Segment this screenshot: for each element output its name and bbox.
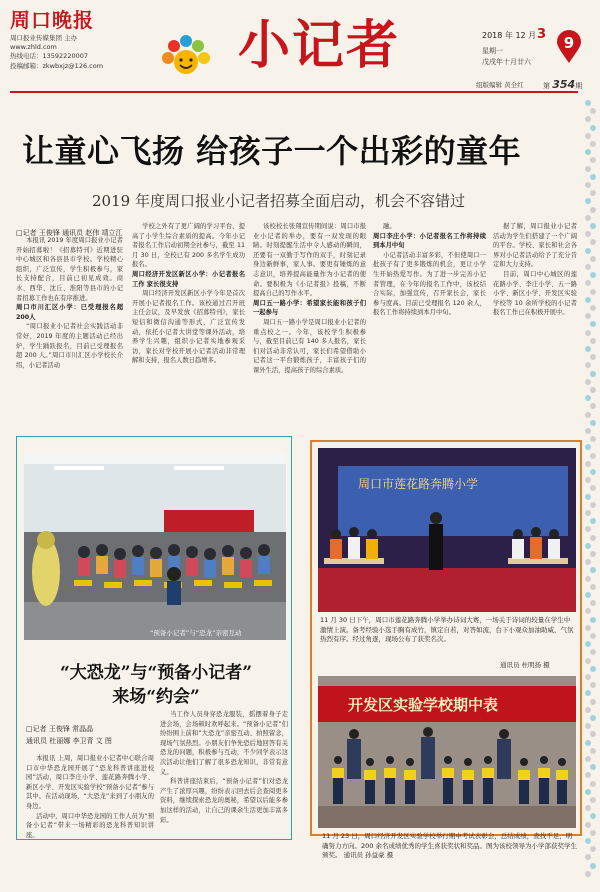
decor-dot: [590, 600, 596, 606]
decor-dot: [585, 576, 591, 582]
decor-dot: [585, 248, 591, 254]
decor-dot: [585, 559, 591, 565]
decor-dot: [585, 182, 591, 188]
decor-dot: [585, 412, 591, 418]
dinosaur-event-photo: [24, 452, 286, 640]
decor-dot: [585, 297, 591, 303]
decor-dot: [590, 190, 596, 196]
decor-dot: [590, 223, 596, 229]
decor-dot: [590, 781, 596, 787]
decor-dot: [585, 280, 591, 286]
sub-headline: 2019 年度周口报业小记者招募全面启动，机会不容错过: [92, 192, 465, 210]
decor-dot: [590, 666, 596, 672]
decor-dot: [585, 395, 591, 401]
decor-dot: [585, 854, 591, 860]
story1-byline: □记者 王俊锋 通讯员 赵伟 靖立江: [16, 229, 123, 237]
photo3-caption: [322, 832, 578, 861]
decor-dot: [590, 502, 596, 508]
stage-banner-text: 周口市莲花路奔腾小学: [358, 477, 479, 491]
paragraph: 小记者活动丰富多彩，不但使周口一批孩子有了更多锻炼的机会，更让小学生开始热爱写作。为了进一步完善小记者管理，在今年的报名工作中，该校结合实际，加强宣传，召开家长会，家长参与度高。目前已受理报名 120 余人，报名工作将持续到本月中旬。: [373, 251, 486, 317]
paragraph: 科普讲座结束后，“预备小记者”们对恐龙产生了浓厚兴趣，纷纷表示回去后会查阅更多资料，继续探索恐龙的奥秘，希望以后能多参加这样的活动，让自己的课余生活更加丰富多彩。: [160, 778, 288, 824]
paragraph: 活动中，周口中华恐龙园的工作人员为“预备小记者”带来一场精彩的恐龙科普知识讲座。: [26, 812, 154, 838]
issue-prefix: 第: [543, 82, 550, 90]
date-details: [482, 46, 531, 68]
poetry-contest-photo: [318, 448, 576, 612]
story1-column-5: [493, 222, 577, 422]
decor-dot: [590, 420, 596, 426]
photo3-credit: 通讯员 孙益豪 摄: [343, 851, 394, 859]
decor-dot: [585, 231, 591, 237]
decor-dot: [585, 641, 591, 647]
award-scene-image: [318, 676, 576, 828]
decor-dot: [585, 608, 591, 614]
story2-headline-line1: “大恐龙”与“预备小记者”: [59, 663, 253, 683]
decor-dot: [585, 264, 591, 270]
subhead: 周口李庄小学：小记者报名工作将持续到本月中旬: [373, 232, 486, 250]
decor-dot: [590, 289, 596, 295]
decor-dot: [585, 133, 591, 139]
photo2-caption: 11 月 30 日下午，周口市莲花路奔腾小学举办诗词大赛，一场关于诗词的较量在学生中激情上演。备考经验小选手胸有成竹，镇定自若，对答如流，台下小观众加油助威，气氛热烈有序。经过角逐，现场公布了获奖名次。: [320, 616, 574, 643]
publisher-info: [10, 34, 103, 71]
decor-dot: [585, 543, 591, 549]
decor-dot: [585, 740, 591, 746]
hotline-line: 热线电话：13592220007: [10, 52, 88, 61]
decor-dot: [590, 764, 596, 770]
stage-scene-image: [318, 448, 576, 612]
decor-dot: [590, 797, 596, 803]
side-pattern: [585, 100, 597, 880]
decor-dot: [590, 108, 596, 114]
decor-dot: [585, 772, 591, 778]
issue-label: [543, 78, 582, 91]
decor-dot: [590, 846, 596, 852]
issue-suffix: 期: [575, 82, 583, 90]
decor-dot: [590, 551, 596, 557]
photo2-credit: 通讯员 杜明扬 摄: [500, 661, 550, 669]
decor-dot: [590, 272, 596, 278]
subhead: 周口五一路小学：希望家长能和孩子们一起参与: [253, 299, 366, 317]
decor-dot: [590, 863, 596, 869]
decor-dot: [590, 617, 596, 623]
decor-dot: [585, 379, 591, 385]
lunar-date-text: 戊戌年十月廿六: [482, 58, 531, 66]
subhead: 周口经济开发区新区小学：小记者报名工作 家长很支持: [132, 270, 245, 288]
editor-credit: 组版编辑 黄全红: [476, 81, 524, 89]
paragraph: 融。: [383, 223, 396, 230]
decor-dot: [585, 871, 591, 877]
decor-dot: [590, 239, 596, 245]
decor-dot: [590, 403, 596, 409]
paragraph: 当工作人员身穿恐龙服装，摇摆着身子走进会场，会场顿时欢呼起来。“预备小记者”们纷纷围上前和“大恐龙”亲密互动、拍照留念，现场气氛热烈。小朋友们争先恐后地回答有关恐龙的问题，积极参与互动，不少同学表示这次活动让他们了解了很多恐龙知识，非常有意义。: [160, 711, 288, 776]
paragraph: 周口经济开发区新区小学今年是首次开展小记者报名工作。该校通过召开班主任会议，及早发放《招募特刊》，家长短信和微信沟通等形式，广泛宣传发动，依托小记者大讲堂等课外活动，培养学生兴趣，组织小记者实地参观采访，家长对学校开展小记者活动非常理解和支持，报名人数日趋增多。: [132, 290, 245, 365]
decor-dot: [590, 485, 596, 491]
story2-byline: □记者 王俊锋 常晶晶: [26, 725, 94, 733]
decor-dot: [590, 436, 596, 442]
page-number: 9: [563, 34, 575, 52]
decor-dot: [590, 633, 596, 639]
decor-dot: [585, 822, 591, 828]
award-banner-text: 开发区实验学校期中表: [348, 696, 499, 714]
decor-dot: [585, 215, 591, 221]
decor-dot: [590, 453, 596, 459]
decor-dot: [590, 813, 596, 819]
weekday-text: 星期一: [482, 47, 503, 55]
paragraph: 目前，周口中心城区的莲花路小学、李庄小学、五一路小学、新区小学、开发区实验学校等 10 余所学校的小记者报名工作已在积极开展中。: [493, 270, 577, 317]
paragraph: 据了解，周口报业小记者活动为学生们搭建了一个广阔的平台。学校、家长和社会各界对小记者活动给予了充分肯定和大力支持。: [493, 223, 577, 269]
decor-dot: [590, 305, 596, 311]
decor-dot: [585, 838, 591, 844]
story1-column-2: [132, 222, 245, 422]
paragraph: “周口报业小记者社会实践活动非常好，2019 年度的主题活动已经出炉，学生踊跃报名，目前已受理报名超 200 人。”周口市川汇区小学校长介绍，小记者活动: [16, 323, 123, 369]
decor-dot: [585, 805, 591, 811]
decor-dot: [585, 313, 591, 319]
decor-dot: [590, 157, 596, 163]
decor-dot: [590, 649, 596, 655]
decor-dot: [590, 699, 596, 705]
decor-dot: [590, 256, 596, 262]
decor-dot: [585, 149, 591, 155]
decor-dot: [585, 362, 591, 368]
decor-dot: [590, 748, 596, 754]
decor-dot: [590, 371, 596, 377]
story1-column-3: [253, 222, 366, 422]
decor-dot: [590, 731, 596, 737]
decor-dot: [590, 338, 596, 344]
paragraph: 该校校长张翔宣传期间说：周口市报业小记者的举办，要有一双发现的眼睛。时刻提醒生活中令人感动的瞬间，还要有一双勤于写作的双手，时刻记录身边新鲜事，家人事。要更有锤炼的意志意识，培养提高能量作为小记者的使命。要积极为《小记者报》投稿，不断提高自己的写作水平。: [253, 223, 366, 298]
decor-dot: [590, 174, 596, 180]
story2-headline-line2: 来场“约会”: [112, 687, 200, 707]
photo-caption: “预备小记者”与“恐龙”亲密互动: [150, 629, 242, 637]
decor-dot: [585, 494, 591, 500]
decor-dot: [585, 625, 591, 631]
decor-dot: [585, 756, 591, 762]
date-text: 2018 年 12 月: [482, 31, 537, 40]
publisher-line: 周口报业传媒集团 主办: [10, 34, 78, 42]
website-line[interactable]: www.zhld.com: [10, 43, 57, 52]
decor-dot: [585, 166, 591, 172]
decor-dot: [590, 469, 596, 475]
story2-byline-contributors: 通讯员 杜丽娜 李卫青 文 图: [26, 737, 112, 745]
decor-dot: [585, 707, 591, 713]
decor-dot: [590, 207, 596, 213]
decor-dot: [590, 682, 596, 688]
email-line[interactable]: 投稿邮箱：zkwbxjz@126.com: [10, 61, 104, 70]
decor-dot: [590, 584, 596, 590]
decor-dot: [585, 658, 591, 664]
paragraph: 本报讯 2019 年度周口报业小记者开始招募啦！《招募特刊》近期进驻中心城区和各县县市学校。学校精心组织，广泛宣传，学生积极参与，家长支持配合，目前已初见成效。商水、西华、沈丘、淮阳等县市的小记者招募工作也在有序推进。: [16, 237, 123, 302]
decor-dot: [585, 526, 591, 532]
decor-dot: [585, 592, 591, 598]
decor-dot: [590, 715, 596, 721]
issue-number: 354: [552, 78, 576, 91]
decor-dot: [585, 346, 591, 352]
decor-dot: [585, 444, 591, 450]
main-headline: 让童心飞扬 给孩子一个出彩的童年: [22, 132, 522, 170]
decor-dot: [585, 510, 591, 516]
paragraph: 本报讯 上周，周口报业小记者中心联合周口市中华恐龙园开展了“恐龙科普讲座进校园”活动，周口李庄小学、莲花路奔腾小学、新区小学、开发区实验学校“预备小记者”参与其中。在活动现场，“大恐龙”来到了小朋友的身边。: [26, 755, 154, 810]
story1-column-1: [16, 236, 123, 422]
decor-dot: [585, 674, 591, 680]
newspaper-logo: 周口晚报: [10, 8, 94, 32]
masthead-divider: [10, 91, 578, 93]
story2-column-2: [160, 710, 288, 838]
decor-dot: [590, 518, 596, 524]
paragraph: 周口五一路小学是周口报业小记者的重点校之一。今年，该校学生积极参与，截至目前已有 140 多人报名，家长们对活动非常认可，家长们希望借助小记者这一平台锻炼孩子，丰富孩子们的课外生活，提高孩子的综合素质。: [253, 318, 366, 374]
decor-dot: [590, 830, 596, 836]
decor-dot: [590, 535, 596, 541]
decor-dot: [585, 477, 591, 483]
decor-dot: [585, 690, 591, 696]
decor-dot: [585, 330, 591, 336]
subhead: 周口市川汇区小学：已受理报名超 200人: [16, 304, 123, 321]
classroom-scene-image: [24, 452, 286, 640]
decor-dot: [590, 321, 596, 327]
award-ceremony-photo: [318, 676, 576, 828]
decor-dot: [585, 428, 591, 434]
decor-dot: [590, 387, 596, 393]
decor-dot: [590, 125, 596, 131]
decor-dot: [585, 198, 591, 204]
decor-dot: [590, 141, 596, 147]
decor-dot: [585, 461, 591, 467]
section-title: 小记者: [238, 15, 401, 76]
day-number: 3: [537, 27, 547, 42]
story2-column-1: [26, 754, 154, 838]
decor-dot: [590, 567, 596, 573]
decor-dot: [585, 100, 591, 106]
decor-dot: [585, 116, 591, 122]
paragraph: 学校之外有了更广阔的学习平台，提高了小学生综合素质的提高。今年小记者报名工作启动初期全社参与，截至 11 月 30 日，全校已有 200 多名学生成功报名。: [132, 223, 245, 269]
decor-dot: [585, 789, 591, 795]
photo3-caption-text: 11 月 23 日，周口经济开发区实验学校举行期中考试表彰会，总结成绩，查找不足，明确努力方向。200 余名成绩优秀的学生喜获奖状和奖品。图为该校领导为小学部获奖学生颁奖。: [322, 832, 577, 859]
story1-column-4: [373, 222, 486, 422]
decor-dot: [590, 354, 596, 360]
decor-dot: [585, 723, 591, 729]
sun-logo-icon: [158, 34, 212, 78]
